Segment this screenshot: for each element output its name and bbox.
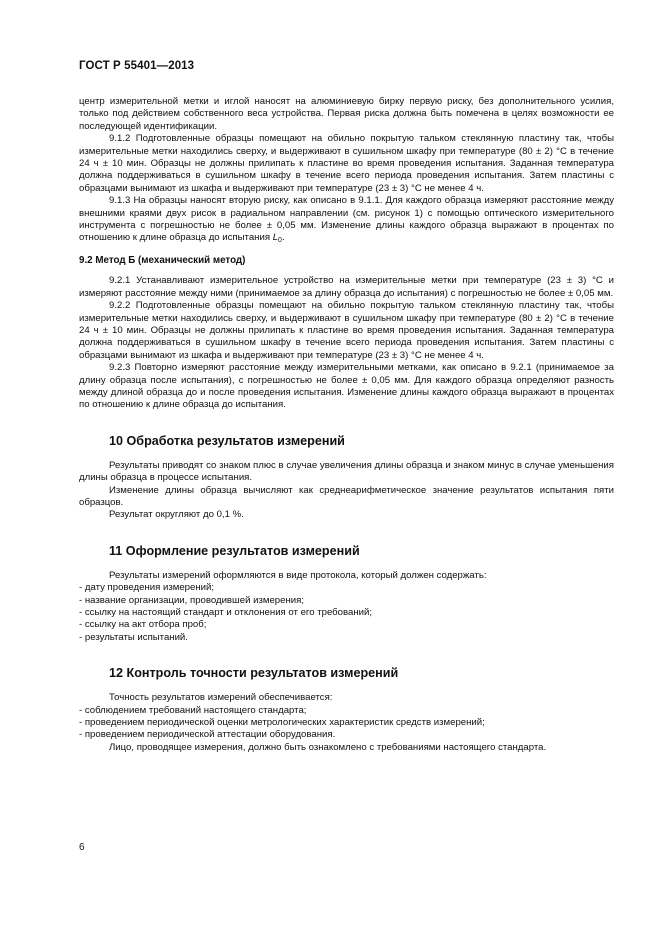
section-11-list-item: - ссылку на настоящий стандарт и отклонения от его требований; (79, 607, 373, 618)
paragraph-9-1-2: 9.1.2 Подготовленные образцы помещают на обильно покрытую тальком стеклянную пластину так, чтобы измерительные метки находились сверху, и выдерживают в сушильном шкафу при температуре (80 ± 2) °С в течение 24 ч ± 10 мин. Образцы не должны прилипать к пластине во время проведения испытания. Заданная температура должна поддерживаться в сушильном шкафу в течение всего периода проведения испытания. Затем пластины с образцами вынимают из шкафа и выдерживают при температуре (23 ± 3) °С не менее 4 ч. (79, 133, 614, 194)
section-11-list-item: - название организации, проводившей измерения; (79, 594, 304, 606)
document-header: ГОСТ Р 55401—2013 (79, 60, 195, 72)
section-10-paragraph-3: Результат округляют до 0,1 %. (109, 509, 244, 521)
paragraph-9-2-2: 9.2.2 Подготовленные образцы помещают на обильно покрытую тальком стеклянную пластину так, чтобы измерительные метки находились сверху, и выдерживают в сушильном шкафу при температуре (80 ± 2) °С в течение 24 ч ± 10 мин. Образцы не должны прилипать к пластине во время проведения испытания. Заданная температура должна поддерживаться в сушильном шкафу в течение всего периода проведения испытания. Затем пластины с образцами вынимают из шкафа и выдерживают при температуре (23 ± 3) °С не менее 4 ч. (79, 300, 614, 361)
section-12-closing: Лицо, проводящее измерения, должно быть ознакомлено с требованиями настоящего стандарта. (109, 741, 547, 753)
section-12-list-item: - проведением периодической оценки метрологических характеристик средств измерений; (79, 717, 485, 729)
section-10-paragraph-2: Изменение длины образца вычисляют как среднеарифметическое значение результатов испытания пяти образцов. (79, 484, 614, 508)
section-11-list-item: - результаты испытаний. (79, 631, 188, 643)
section-12-list-item: - соблюдением требований настоящего стандарта; (79, 704, 307, 716)
length-variable-subscript: 0 (278, 237, 282, 245)
section-11-intro: Результаты измерений оформляются в виде протокола, который должен содержать: (109, 569, 487, 581)
page-content (79, 96, 614, 754)
section-11-list-item: - дату проведения измерений; (79, 582, 215, 594)
section-11-list-item: - ссылку на акт отбора проб; (79, 619, 207, 631)
section-10-heading: 10 Обработка результатов измерений (109, 433, 345, 448)
paragraph-9-2-3: 9.2.3 Повторно измеряют расстояние между измерительными метками, как описано в 9.2.1 (принимаемое за длину образца после испытания), с погрешностью не более ± 0,05 мм. Для каждого образца определяют разность между длиной образца до и после проведения испытания. Изменение длины каждого образца выражают в процентах по отношению к длине образца до испытания. (79, 362, 614, 411)
paragraph-9-1-3-end: . (281, 232, 285, 244)
method-b-heading: 9.2 Метод Б (механический метод) (79, 254, 246, 266)
section-11-heading: 11 Оформление результатов измерений (109, 543, 360, 558)
paragraph-9-1-3 (79, 195, 614, 245)
section-12-intro: Точность результатов измерений обеспечивается: (109, 692, 333, 704)
paragraph-9-2-1: 9.2.1 Устанавливают измерительное устройство на измерительные метки при температуре (23 ± 3) °С и измеряют расстояние между ними (принимаемое за длину образца до испытания) с погрешностью не более ± 0,05 мм. (79, 275, 614, 299)
length-variable: L (272, 232, 279, 244)
paragraph-9-1-3-text: 9.1.3 На образцы наносят вторую риску, как описано в 9.1.1. Для каждого образца измеряют расстояние между внешними краями двух рисок в радиальном направлении (см. рисунок 1) с помощью оптического измерительного инструмента с погрешностью не более ± 0,05 мм. Изменение длины каждого образца выражают в процентах по отношению к длине образца до испытания (79, 195, 614, 244)
section-12-heading: 12 Контроль точности результатов измерений (109, 666, 399, 681)
paragraph-9-1-1-continued: центр измерительной метки и иглой наносят на алюминиевую бирку первую риску, без дополнительного усилия, только под действием собственного веса устройства. Первая риска должна быть помечена в целях возможности ее последующей идентификации. (79, 96, 614, 132)
section-10-paragraph-1: Результаты приводят со знаком плюс в случае увеличения длины образца и знаком минус в случае уменьшения длины образца в процессе испытания. (79, 459, 614, 484)
section-12-list-item: - проведением периодической аттестации оборудования. (79, 729, 336, 741)
page-number: 6 (79, 842, 85, 853)
